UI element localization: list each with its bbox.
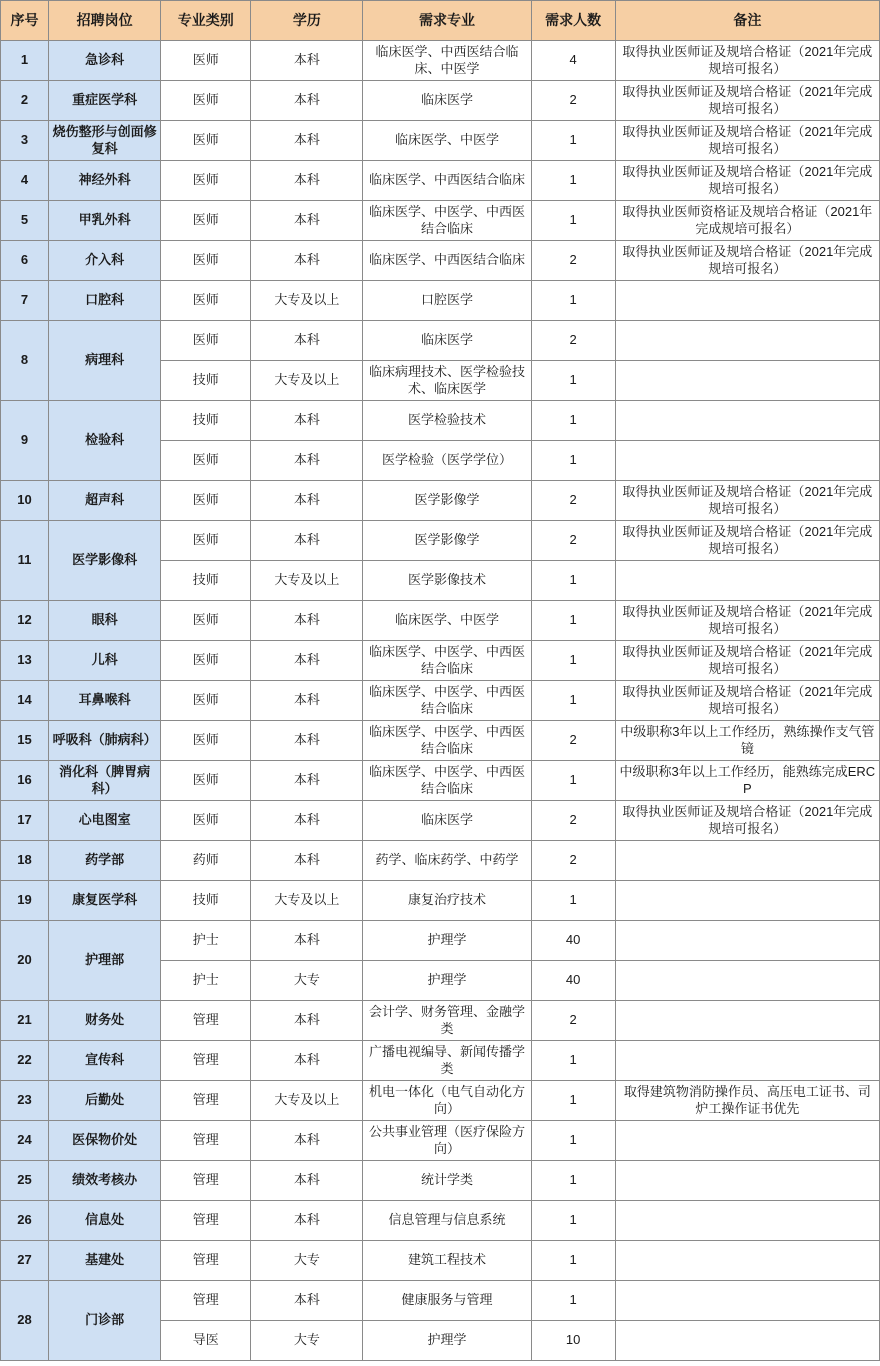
cell-required-major: 护理学 bbox=[363, 921, 531, 961]
cell-headcount: 1 bbox=[531, 281, 615, 321]
table-row bbox=[1, 1281, 880, 1321]
cell-seq: 15 bbox=[1, 721, 49, 761]
cell-remarks bbox=[615, 1281, 879, 1321]
cell-major-category: 管理 bbox=[161, 1281, 251, 1321]
cell-seq: 7 bbox=[1, 281, 49, 321]
cell-education: 本科 bbox=[251, 481, 363, 521]
cell-education: 本科 bbox=[251, 601, 363, 641]
cell-remarks: 取得执业医师证及规培合格证（2021年完成规培可报名） bbox=[615, 41, 879, 81]
cell-seq: 25 bbox=[1, 1161, 49, 1201]
table-row bbox=[1, 41, 880, 81]
cell-remarks bbox=[615, 921, 879, 961]
cell-education: 本科 bbox=[251, 1041, 363, 1081]
cell-headcount: 2 bbox=[531, 241, 615, 281]
cell-remarks bbox=[615, 1241, 879, 1281]
cell-major-category: 管理 bbox=[161, 1081, 251, 1121]
cell-headcount: 2 bbox=[531, 481, 615, 521]
cell-education: 本科 bbox=[251, 241, 363, 281]
cell-post: 呼吸科（肺病科） bbox=[49, 721, 161, 761]
cell-post: 重症医学科 bbox=[49, 81, 161, 121]
cell-major-category: 导医 bbox=[161, 1321, 251, 1361]
cell-major-category: 医师 bbox=[161, 321, 251, 361]
cell-post: 甲乳外科 bbox=[49, 201, 161, 241]
cell-required-major: 临床医学 bbox=[363, 321, 531, 361]
cell-headcount: 2 bbox=[531, 1001, 615, 1041]
cell-required-major: 临床医学、中医学、中西医结合临床 bbox=[363, 721, 531, 761]
table-body bbox=[1, 41, 880, 1361]
cell-required-major: 健康服务与管理 bbox=[363, 1281, 531, 1321]
column-header-major-category: 专业类别 bbox=[161, 1, 251, 41]
cell-remarks: 取得执业医师证及规培合格证（2021年完成规培可报名） bbox=[615, 601, 879, 641]
cell-required-major: 医学影像技术 bbox=[363, 561, 531, 601]
cell-post: 医保物价处 bbox=[49, 1121, 161, 1161]
cell-required-major: 临床医学、中医学 bbox=[363, 601, 531, 641]
cell-education: 本科 bbox=[251, 921, 363, 961]
cell-major-category: 护士 bbox=[161, 921, 251, 961]
cell-required-major: 医学检验（医学学位） bbox=[363, 441, 531, 481]
cell-education: 大专及以上 bbox=[251, 1081, 363, 1121]
cell-education: 大专及以上 bbox=[251, 561, 363, 601]
cell-headcount: 1 bbox=[531, 361, 615, 401]
cell-education: 本科 bbox=[251, 721, 363, 761]
cell-major-category: 管理 bbox=[161, 1121, 251, 1161]
cell-education: 本科 bbox=[251, 641, 363, 681]
cell-required-major: 临床医学、中医学、中西医结合临床 bbox=[363, 201, 531, 241]
cell-headcount: 1 bbox=[531, 201, 615, 241]
cell-headcount: 1 bbox=[531, 441, 615, 481]
cell-headcount: 4 bbox=[531, 41, 615, 81]
cell-seq: 18 bbox=[1, 841, 49, 881]
cell-education: 本科 bbox=[251, 681, 363, 721]
cell-education: 大专及以上 bbox=[251, 881, 363, 921]
cell-seq: 20 bbox=[1, 921, 49, 1001]
cell-major-category: 技师 bbox=[161, 401, 251, 441]
cell-seq: 27 bbox=[1, 1241, 49, 1281]
cell-major-category: 医师 bbox=[161, 241, 251, 281]
cell-major-category: 管理 bbox=[161, 1241, 251, 1281]
table-row bbox=[1, 641, 880, 681]
cell-major-category: 医师 bbox=[161, 81, 251, 121]
cell-education: 本科 bbox=[251, 841, 363, 881]
cell-major-category: 医师 bbox=[161, 641, 251, 681]
table-row bbox=[1, 401, 880, 441]
cell-seq: 16 bbox=[1, 761, 49, 801]
cell-major-category: 管理 bbox=[161, 1041, 251, 1081]
cell-post: 康复医学科 bbox=[49, 881, 161, 921]
cell-remarks bbox=[615, 281, 879, 321]
cell-remarks: 取得执业医师资格证及规培合格证（2021年完成规培可报名） bbox=[615, 201, 879, 241]
cell-headcount: 1 bbox=[531, 121, 615, 161]
cell-seq: 24 bbox=[1, 1121, 49, 1161]
cell-required-major: 临床医学、中医学、中西医结合临床 bbox=[363, 681, 531, 721]
cell-headcount: 1 bbox=[531, 1281, 615, 1321]
cell-post: 病理科 bbox=[49, 321, 161, 401]
cell-major-category: 医师 bbox=[161, 601, 251, 641]
cell-remarks bbox=[615, 361, 879, 401]
cell-required-major: 临床医学、中西医结合临床 bbox=[363, 241, 531, 281]
cell-education: 大专及以上 bbox=[251, 281, 363, 321]
cell-remarks: 中级职称3年以上工作经历，熟练操作支气管镜 bbox=[615, 721, 879, 761]
cell-education: 本科 bbox=[251, 1001, 363, 1041]
column-header-required-major: 需求专业 bbox=[363, 1, 531, 41]
cell-education: 本科 bbox=[251, 321, 363, 361]
cell-post: 介入科 bbox=[49, 241, 161, 281]
cell-remarks: 取得执业医师证及规培合格证（2021年完成规培可报名） bbox=[615, 121, 879, 161]
cell-education: 本科 bbox=[251, 801, 363, 841]
cell-seq: 28 bbox=[1, 1281, 49, 1361]
table-row bbox=[1, 881, 880, 921]
cell-major-category: 医师 bbox=[161, 441, 251, 481]
table-row bbox=[1, 161, 880, 201]
cell-post: 烧伤整形与创面修复科 bbox=[49, 121, 161, 161]
cell-major-category: 技师 bbox=[161, 361, 251, 401]
cell-headcount: 1 bbox=[531, 1121, 615, 1161]
table-row bbox=[1, 1241, 880, 1281]
cell-education: 大专 bbox=[251, 1321, 363, 1361]
cell-post: 宣传科 bbox=[49, 1041, 161, 1081]
cell-required-major: 会计学、财务管理、金融学类 bbox=[363, 1001, 531, 1041]
cell-seq: 3 bbox=[1, 121, 49, 161]
cell-headcount: 2 bbox=[531, 801, 615, 841]
cell-post: 信息处 bbox=[49, 1201, 161, 1241]
cell-post: 急诊科 bbox=[49, 41, 161, 81]
cell-remarks bbox=[615, 321, 879, 361]
cell-post: 医学影像科 bbox=[49, 521, 161, 601]
cell-remarks bbox=[615, 561, 879, 601]
cell-post: 检验科 bbox=[49, 401, 161, 481]
cell-required-major: 临床医学、中医学 bbox=[363, 121, 531, 161]
table-row bbox=[1, 521, 880, 561]
cell-remarks bbox=[615, 1121, 879, 1161]
table-row bbox=[1, 281, 880, 321]
cell-major-category: 药师 bbox=[161, 841, 251, 881]
column-header-headcount: 需求人数 bbox=[531, 1, 615, 41]
cell-remarks bbox=[615, 961, 879, 1001]
cell-headcount: 1 bbox=[531, 601, 615, 641]
cell-headcount: 1 bbox=[531, 401, 615, 441]
table-row bbox=[1, 1041, 880, 1081]
cell-headcount: 40 bbox=[531, 961, 615, 1001]
cell-seq: 26 bbox=[1, 1201, 49, 1241]
cell-seq: 17 bbox=[1, 801, 49, 841]
cell-headcount: 2 bbox=[531, 321, 615, 361]
cell-post: 后勤处 bbox=[49, 1081, 161, 1121]
cell-major-category: 护士 bbox=[161, 961, 251, 1001]
cell-required-major: 信息管理与信息系统 bbox=[363, 1201, 531, 1241]
cell-major-category: 医师 bbox=[161, 201, 251, 241]
cell-education: 本科 bbox=[251, 761, 363, 801]
cell-major-category: 技师 bbox=[161, 561, 251, 601]
cell-remarks: 取得执业医师证及规培合格证（2021年完成规培可报名） bbox=[615, 161, 879, 201]
cell-seq: 11 bbox=[1, 521, 49, 601]
cell-post: 口腔科 bbox=[49, 281, 161, 321]
cell-required-major: 临床医学、中医学、中西医结合临床 bbox=[363, 761, 531, 801]
cell-remarks: 取得执业医师证及规培合格证（2021年完成规培可报名） bbox=[615, 481, 879, 521]
cell-post: 神经外科 bbox=[49, 161, 161, 201]
cell-required-major: 机电一体化（电气自动化方向） bbox=[363, 1081, 531, 1121]
cell-education: 本科 bbox=[251, 81, 363, 121]
cell-major-category: 管理 bbox=[161, 1161, 251, 1201]
cell-headcount: 2 bbox=[531, 721, 615, 761]
cell-headcount: 2 bbox=[531, 81, 615, 121]
cell-headcount: 2 bbox=[531, 841, 615, 881]
table-row bbox=[1, 121, 880, 161]
cell-headcount: 1 bbox=[531, 1201, 615, 1241]
cell-major-category: 管理 bbox=[161, 1001, 251, 1041]
cell-headcount: 1 bbox=[531, 561, 615, 601]
cell-post: 财务处 bbox=[49, 1001, 161, 1041]
table-row bbox=[1, 321, 880, 361]
cell-major-category: 医师 bbox=[161, 521, 251, 561]
table-row bbox=[1, 681, 880, 721]
table-row bbox=[1, 1161, 880, 1201]
cell-required-major: 临床医学、中西医结合临床 bbox=[363, 161, 531, 201]
cell-headcount: 1 bbox=[531, 1041, 615, 1081]
table-row bbox=[1, 81, 880, 121]
cell-required-major: 临床医学 bbox=[363, 81, 531, 121]
cell-remarks bbox=[615, 441, 879, 481]
cell-seq: 22 bbox=[1, 1041, 49, 1081]
cell-education: 本科 bbox=[251, 41, 363, 81]
cell-required-major: 临床医学 bbox=[363, 801, 531, 841]
cell-seq: 8 bbox=[1, 321, 49, 401]
cell-required-major: 医学影像学 bbox=[363, 481, 531, 521]
cell-education: 本科 bbox=[251, 1281, 363, 1321]
cell-required-major: 护理学 bbox=[363, 1321, 531, 1361]
cell-headcount: 1 bbox=[531, 161, 615, 201]
cell-required-major: 医学检验技术 bbox=[363, 401, 531, 441]
cell-required-major: 药学、临床药学、中药学 bbox=[363, 841, 531, 881]
cell-remarks bbox=[615, 1321, 879, 1361]
cell-headcount: 1 bbox=[531, 761, 615, 801]
cell-seq: 4 bbox=[1, 161, 49, 201]
cell-required-major: 广播电视编导、新闻传播学类 bbox=[363, 1041, 531, 1081]
cell-seq: 19 bbox=[1, 881, 49, 921]
table-row bbox=[1, 1001, 880, 1041]
cell-headcount: 1 bbox=[531, 1241, 615, 1281]
cell-remarks bbox=[615, 1201, 879, 1241]
cell-remarks bbox=[615, 881, 879, 921]
cell-seq: 21 bbox=[1, 1001, 49, 1041]
cell-education: 本科 bbox=[251, 521, 363, 561]
cell-education: 大专 bbox=[251, 961, 363, 1001]
cell-education: 本科 bbox=[251, 1201, 363, 1241]
cell-education: 大专及以上 bbox=[251, 361, 363, 401]
cell-seq: 14 bbox=[1, 681, 49, 721]
cell-headcount: 1 bbox=[531, 1081, 615, 1121]
cell-post: 基建处 bbox=[49, 1241, 161, 1281]
cell-remarks: 取得执业医师证及规培合格证（2021年完成规培可报名） bbox=[615, 81, 879, 121]
cell-education: 本科 bbox=[251, 121, 363, 161]
cell-major-category: 医师 bbox=[161, 41, 251, 81]
cell-remarks bbox=[615, 1041, 879, 1081]
cell-headcount: 10 bbox=[531, 1321, 615, 1361]
cell-remarks: 取得建筑物消防操作员、高压电工证书、司炉工操作证书优先 bbox=[615, 1081, 879, 1121]
cell-required-major: 康复治疗技术 bbox=[363, 881, 531, 921]
cell-remarks: 中级职称3年以上工作经历，能熟练完成ERCP bbox=[615, 761, 879, 801]
cell-remarks: 取得执业医师证及规培合格证（2021年完成规培可报名） bbox=[615, 521, 879, 561]
cell-remarks bbox=[615, 1001, 879, 1041]
cell-major-category: 医师 bbox=[161, 281, 251, 321]
table-row bbox=[1, 601, 880, 641]
cell-education: 本科 bbox=[251, 161, 363, 201]
cell-remarks bbox=[615, 401, 879, 441]
cell-required-major: 统计学类 bbox=[363, 1161, 531, 1201]
cell-headcount: 2 bbox=[531, 521, 615, 561]
table-row bbox=[1, 761, 880, 801]
cell-post: 眼科 bbox=[49, 601, 161, 641]
cell-required-major: 医学影像学 bbox=[363, 521, 531, 561]
cell-required-major: 建筑工程技术 bbox=[363, 1241, 531, 1281]
cell-headcount: 1 bbox=[531, 641, 615, 681]
cell-education: 本科 bbox=[251, 441, 363, 481]
cell-major-category: 医师 bbox=[161, 721, 251, 761]
cell-seq: 9 bbox=[1, 401, 49, 481]
cell-major-category: 技师 bbox=[161, 881, 251, 921]
cell-education: 本科 bbox=[251, 1161, 363, 1201]
column-header-remarks: 备注 bbox=[615, 1, 879, 41]
cell-education: 本科 bbox=[251, 201, 363, 241]
cell-seq: 10 bbox=[1, 481, 49, 521]
cell-post: 心电图室 bbox=[49, 801, 161, 841]
cell-major-category: 医师 bbox=[161, 161, 251, 201]
cell-post: 药学部 bbox=[49, 841, 161, 881]
column-header-post: 招聘岗位 bbox=[49, 1, 161, 41]
cell-seq: 13 bbox=[1, 641, 49, 681]
cell-required-major: 临床医学、中西医结合临床、中医学 bbox=[363, 41, 531, 81]
table-row bbox=[1, 241, 880, 281]
cell-major-category: 医师 bbox=[161, 121, 251, 161]
cell-seq: 6 bbox=[1, 241, 49, 281]
cell-required-major: 护理学 bbox=[363, 961, 531, 1001]
cell-major-category: 医师 bbox=[161, 481, 251, 521]
table-row bbox=[1, 921, 880, 961]
cell-remarks: 取得执业医师证及规培合格证（2021年完成规培可报名） bbox=[615, 641, 879, 681]
cell-seq: 1 bbox=[1, 41, 49, 81]
cell-post: 门诊部 bbox=[49, 1281, 161, 1361]
table-row bbox=[1, 721, 880, 761]
cell-seq: 12 bbox=[1, 601, 49, 641]
cell-major-category: 医师 bbox=[161, 681, 251, 721]
cell-seq: 23 bbox=[1, 1081, 49, 1121]
cell-required-major: 口腔医学 bbox=[363, 281, 531, 321]
cell-post: 耳鼻喉科 bbox=[49, 681, 161, 721]
cell-major-category: 医师 bbox=[161, 761, 251, 801]
table-row bbox=[1, 201, 880, 241]
cell-seq: 5 bbox=[1, 201, 49, 241]
cell-headcount: 1 bbox=[531, 681, 615, 721]
cell-post: 消化科（脾胃病科） bbox=[49, 761, 161, 801]
cell-post: 超声科 bbox=[49, 481, 161, 521]
cell-remarks: 取得执业医师证及规培合格证（2021年完成规培可报名） bbox=[615, 801, 879, 841]
table-row bbox=[1, 801, 880, 841]
cell-headcount: 1 bbox=[531, 1161, 615, 1201]
cell-post: 儿科 bbox=[49, 641, 161, 681]
cell-headcount: 40 bbox=[531, 921, 615, 961]
cell-remarks bbox=[615, 841, 879, 881]
column-header-education: 学历 bbox=[251, 1, 363, 41]
cell-major-category: 医师 bbox=[161, 801, 251, 841]
cell-required-major: 公共事业管理（医疗保险方向） bbox=[363, 1121, 531, 1161]
cell-education: 本科 bbox=[251, 1121, 363, 1161]
table-row bbox=[1, 1081, 880, 1121]
table-row bbox=[1, 1121, 880, 1161]
cell-education: 大专 bbox=[251, 1241, 363, 1281]
cell-required-major: 临床病理技术、医学检验技术、临床医学 bbox=[363, 361, 531, 401]
cell-remarks bbox=[615, 1161, 879, 1201]
cell-required-major: 临床医学、中医学、中西医结合临床 bbox=[363, 641, 531, 681]
cell-post: 绩效考核办 bbox=[49, 1161, 161, 1201]
cell-remarks: 取得执业医师证及规培合格证（2021年完成规培可报名） bbox=[615, 681, 879, 721]
cell-seq: 2 bbox=[1, 81, 49, 121]
column-header-seq: 序号 bbox=[1, 1, 49, 41]
cell-remarks: 取得执业医师证及规培合格证（2021年完成规培可报名） bbox=[615, 241, 879, 281]
table-header-row bbox=[1, 1, 880, 41]
table-row bbox=[1, 841, 880, 881]
table-row bbox=[1, 1201, 880, 1241]
cell-education: 本科 bbox=[251, 401, 363, 441]
cell-headcount: 1 bbox=[531, 881, 615, 921]
table-row bbox=[1, 481, 880, 521]
cell-post: 护理部 bbox=[49, 921, 161, 1001]
cell-major-category: 管理 bbox=[161, 1201, 251, 1241]
